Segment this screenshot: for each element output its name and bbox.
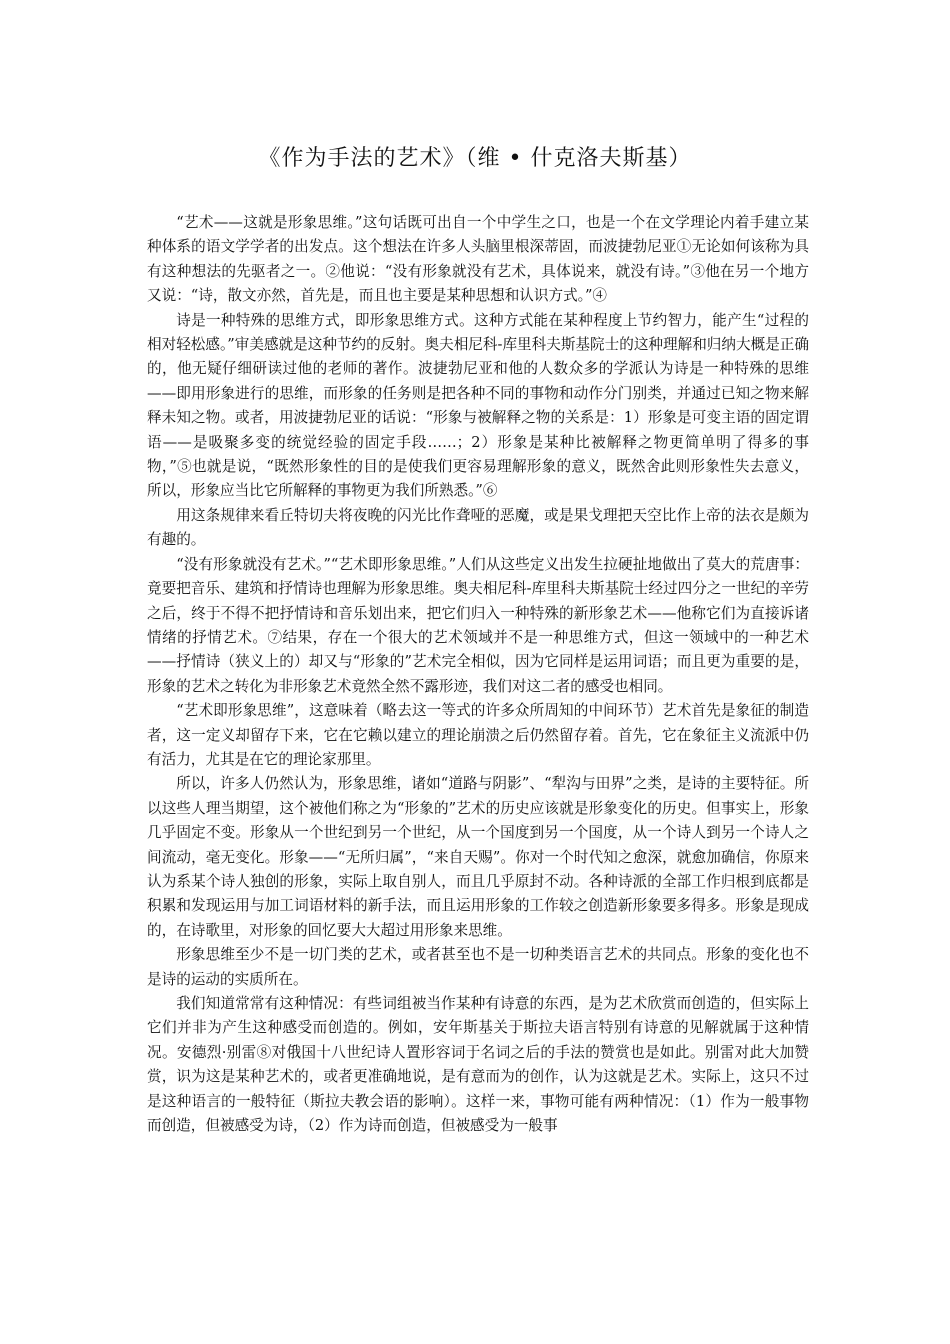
paragraph: 用这条规律来看丘特切夫将夜晚的闪光比作聋哑的恶魔，或是果戈理把天空比作上帝的法衣是颇为有趣的。 xyxy=(147,506,809,549)
paragraph: “艺术即形象思维”，这意味着（略去这一等式的许多众所周知的中间环节）艺术首先是象征的制造者，这一定义却留存下来，它在它赖以建立的理论崩溃之后仍然留存着。首先，它在象征主义流派中仍有活力，尤其是在它的理论家那里。 xyxy=(147,702,809,768)
paragraph: 形象思维至少不是一切门类的艺术，或者甚至也不是一切种类语言艺术的共同点。形象的变化也不是诗的运动的实质所在。 xyxy=(147,946,809,988)
paragraph: “艺术——这就是形象思维。”这句话既可出自一个中学生之口，也是一个在文学理论内着手建立某种体系的语文学学者的出发点。这个想法在许多人头脑里根深蒂固，而波捷勃尼亚①无论如何该称为具有这种想法的先驱者之一。②他说：“没有形象就没有艺术，具体说来，就没有诗。”③他在另一个地方又说：“诗，散文亦然，首先是，而且也主要是某种思想和认识方式。”④ xyxy=(147,214,809,305)
paragraph: 诗是一种特殊的思维方式，即形象思维方式。这种方式能在某种程度上节约智力，能产生“过程的相对轻松感。”审美感就是这种节约的反射。奥夫相尼科-库里科夫斯基院士的这种理解和归纳大概是正确的，他无疑仔细研读过他的老师的著作。波捷勃尼亚和他的人数众多的学派认为诗是一种特殊的思维——即用形象进行的思维，而形象的任务则是把各种不同的事物和动作分门别类，并通过已知之物来解释未知之物。或者，用波捷勃尼亚的话说：“形象与被解释之物的关系是：1）形象是可变主语的固定谓语——是吸聚多变的统觉经验的固定手段……；2）形象是某种比被解释之物更简单明了得多的事物，”⑤也就是说，“既然形象性的目的是使我们更容易理解形象的意义，既然舍此则形象性失去意义，所以，形象应当比它所解释的事物更为我们所熟悉。”⑥ xyxy=(147,311,809,500)
paragraph: 我们知道常常有这种情况：有些词组被当作某种有诗意的东西，是为艺术欣赏而创造的，但实际上它们并非为产生这种感受而创造的。例如，安年斯基关于斯拉夫语言特别有诗意的见解就属于这种情况。安德烈·别雷⑧对俄国十八世纪诗人置形容词于名词之后的手法的赞赏也是如此。别雷对此大加赞赏，识为这是某种艺术的，或者更准确地说，是有意而为的创作，认为这就是艺术。实际上，这只不过是这种语言的一般特征（斯拉夫教会语的影响）。这样一来，事物可能有两种情况：（1）作为一般事物而创造，但被感受为诗，（2）作为诗而创造，但被感受为一般事 xyxy=(147,995,809,1135)
paragraph: “没有形象就没有艺术。”“艺术即形象思维。”人们从这些定义出发生拉硬扯地做出了莫大的荒唐事：竟要把音乐、建筑和抒情诗也理解为形象思维。奥夫相尼科-库里科夫斯基院士经过四分之一世纪的辛劳之后，终于不得不把抒情诗和音乐划出来，把它们归入一种特殊的新形象艺术——他称它们为直接诉诸情绪的抒情艺术。⑦结果，存在一个很大的艺术领域并不是一种思维方式，但这一领域中的一种艺术——抒情诗（狭义上的）却又与“形象的”艺术完全相似，因为它同样是运用词语；而且更为重要的是，形象的艺术之转化为非形象艺术竟然全然不露形迹，我们对这二者的感受也相同。 xyxy=(147,555,809,695)
page-title: 《作为手法的艺术》（维 • 什克洛夫斯基） xyxy=(258,146,692,171)
document-body xyxy=(147,211,809,1138)
paragraph: 所以，许多人仍然认为，形象思维，诸如“道路与阴影”、“犁沟与田界”之类，是诗的主要特征。所以这些人理当期望，这个被他们称之为“形象的”艺术的历史应该就是形象变化的历史。但事实上，形象几乎固定不变。形象从一个世纪到另一个世纪，从一个国度到另一个国度，从一个诗人到另一个诗人之间流动，毫无变化。形象——“无所归属”，“来自天赐”。你对一个时代知之愈深，就愈加确信，你原来认为系某个诗人独创的形象，实际上取自别人，而且几乎原封不动。各种诗派的全部工作归根到底都是积累和发现运用与加工词语材料的新手法，而且运用形象的工作较之创造新形象要多得多。形象是现成的，在诗歌里，对形象的回忆要大大超过用形象来思维。 xyxy=(147,775,809,939)
